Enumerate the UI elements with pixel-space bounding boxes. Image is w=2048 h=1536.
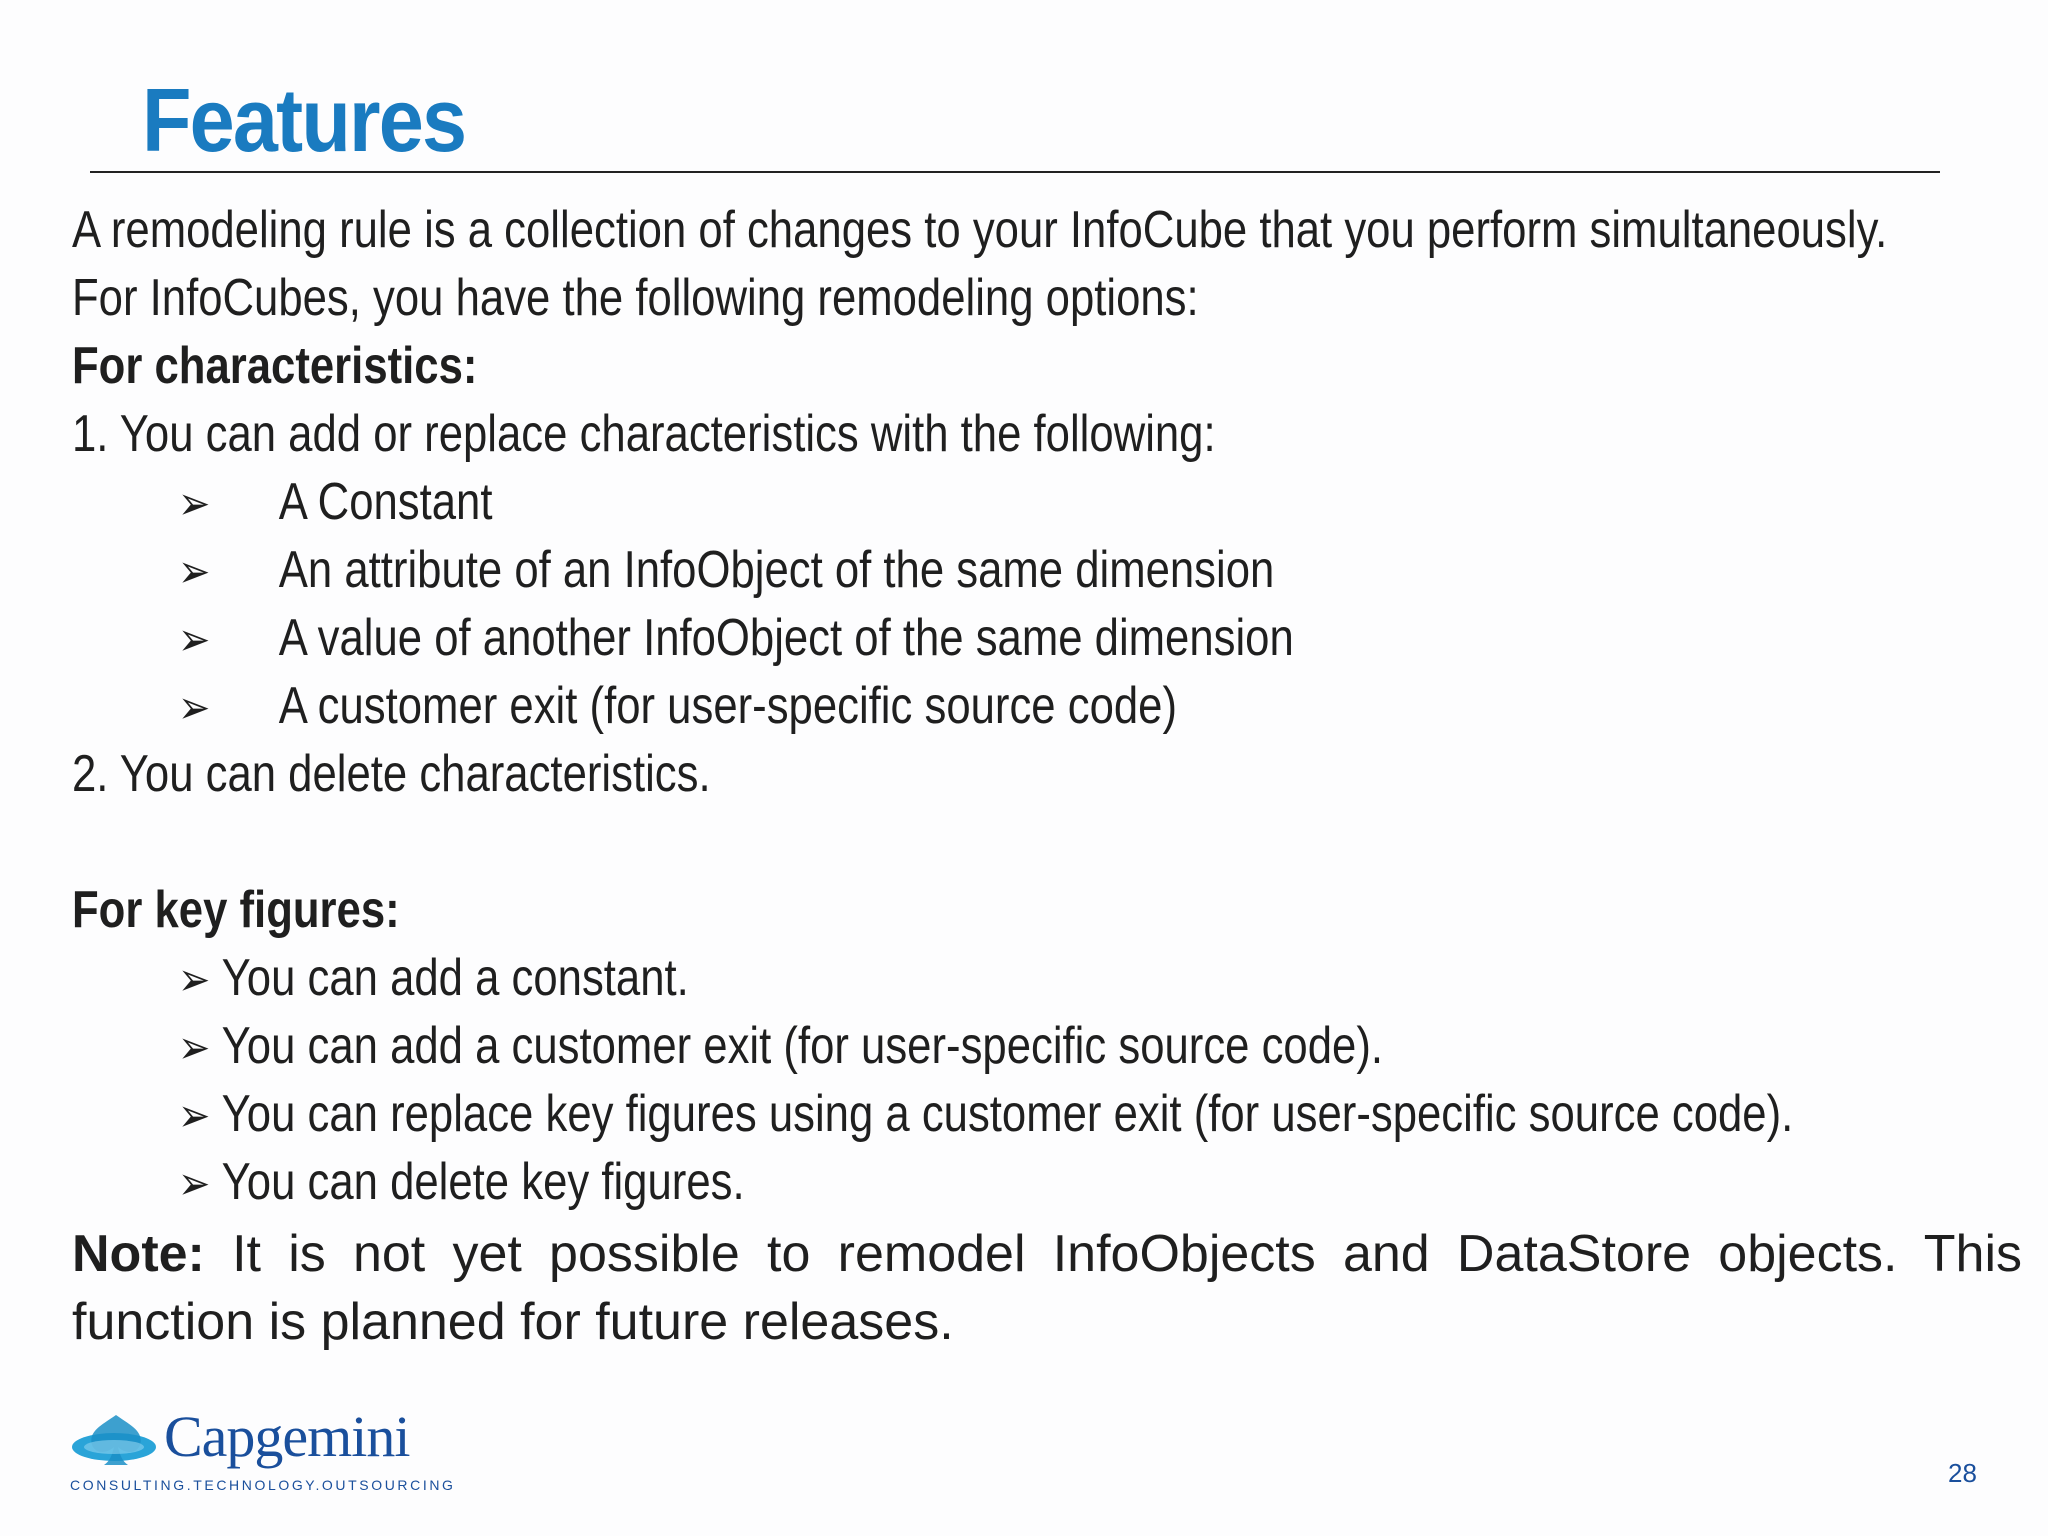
slide-title: Features [142, 71, 466, 171]
char-subitem-text: A customer exit (for user-specific source code) [278, 677, 1177, 735]
arrow-bullet-icon: ➢ [178, 1021, 211, 1073]
characteristics-heading: For characteristics: [72, 337, 478, 395]
char-subitem-text: A Constant [278, 473, 493, 531]
key-figure-text: You can add a customer exit (for user-specific source code). [221, 1017, 1384, 1075]
key-figure-text: You can delete key figures. [221, 1153, 745, 1211]
char-subitem [178, 472, 492, 533]
intro-line-1: A remodeling rule is a collection of changes to your InfoCube that you perform simultaneously. [72, 201, 1888, 259]
char-item-1: 1. You can add or replace characteristics with the following: [72, 405, 1216, 463]
char-item-2: 2. You can delete characteristics. [72, 745, 711, 803]
key-figure-text: You can add a constant. [221, 949, 689, 1007]
arrow-bullet-icon: ➢ [178, 1157, 211, 1209]
capgemini-logo [70, 1404, 456, 1495]
arrow-bullet-icon: ➢ [178, 1089, 211, 1141]
note-text: It is not yet possible to remodel InfoObjects and DataStore objects. This function is planned for future releases. [72, 1225, 2022, 1351]
char-subitem [178, 608, 1294, 669]
arrow-bullet-icon: ➢ [178, 477, 211, 529]
arrow-bullet-icon: ➢ [178, 613, 211, 665]
key-figure-item [178, 1084, 1793, 1145]
note-label: Note: [72, 1225, 205, 1283]
arrow-bullet-icon: ➢ [178, 545, 211, 597]
key-figure-text: You can replace key figures using a customer exit (for user-specific source code). [221, 1085, 1794, 1143]
key-figure-item [178, 1016, 1383, 1077]
arrow-bullet-icon: ➢ [178, 681, 211, 733]
key-figure-item [178, 948, 689, 1009]
logo-wordmark: Capgemini [164, 1404, 410, 1469]
key-figure-item [178, 1152, 745, 1213]
title-divider [90, 171, 1940, 173]
note-paragraph [72, 1220, 2022, 1356]
key-figures-heading: For key figures: [72, 881, 400, 939]
intro-line-2: For InfoCubes, you have the following remodeling options: [72, 269, 1199, 327]
page-number: 28 [1948, 1458, 1977, 1488]
logo-tagline: CONSULTING.TECHNOLOGY.OUTSOURCING [70, 1477, 456, 1493]
char-subitem-text: A value of another InfoObject of the same dimension [278, 609, 1294, 667]
char-subitem-text: An attribute of an InfoObject of the same dimension [278, 541, 1275, 599]
spade-icon [70, 1409, 166, 1479]
char-subitem [178, 540, 1274, 601]
arrow-bullet-icon: ➢ [178, 953, 211, 1005]
char-subitem [178, 676, 1177, 737]
